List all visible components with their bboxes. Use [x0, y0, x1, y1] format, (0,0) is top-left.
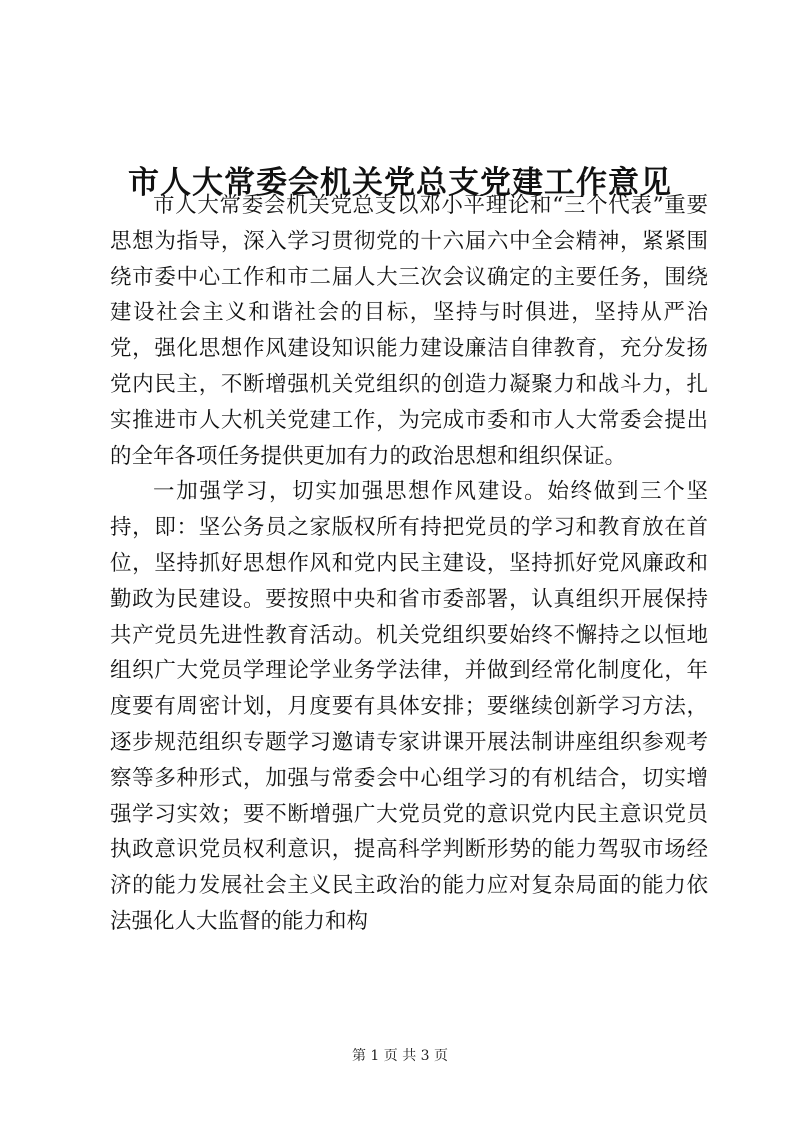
paragraph-study: 一加强学习，切实加强思想作风建设。始终做到三个坚持，即：坚公务员之家版权所有持把党员的学习和教育放在首位，坚持抓好思想作风和党内民主建设，坚持抓好党风廉政和勤政为民建设。要按照中央和省市委部署，认真组织开展保持共产党员先进性教育活动。机关党组织要始终不懈持之以恒地组织广大党员学理论学业务学法律，并做到经常化制度化，年度要有周密计划，月度要有具体安排；要继续创新学习方法，逐步规范组织专题学习邀请专家讲课开展法制讲座组织参观考察等多种形式，加强与常委会中心组学习的有机结合，切实增强学习实效；要不断增强广大党员党的意识党内民主意识党员执政意识党员权利意识，提高科学判断形势的能力驾驭市场经济的能力发展社会主义民主政治的能力应对复杂局面的能力依法强化人大监督的能力和构 [110, 479, 708, 934]
page-footer: 第 1 页 共 3 页 [351, 1048, 449, 1064]
document-body [110, 188, 708, 940]
paragraph-intro: 市人大常委会机关党总支以邓小平理论和“三个代表”重要思想为指导，深入学习贯彻党的十六届六中全会精神，紧紧围绕市委中心工作和市二届人大三次会议确定的主要任务，围绕建设社会主义和谐社会的目标，坚持与时俱进，坚持从严治党，强化思想作风建设知识能力建设廉洁自律教育，充分发扬党内民主，不断增强机关党组织的创造力凝聚力和战斗力，扎实推进市人大机关党建工作，为完成市委和市人大常委会提出的全年各项任务提供更加有力的政治思想和组织保证。 [110, 193, 708, 469]
document-title: 市人大常委会机关党总支党建工作意见 [128, 164, 672, 201]
